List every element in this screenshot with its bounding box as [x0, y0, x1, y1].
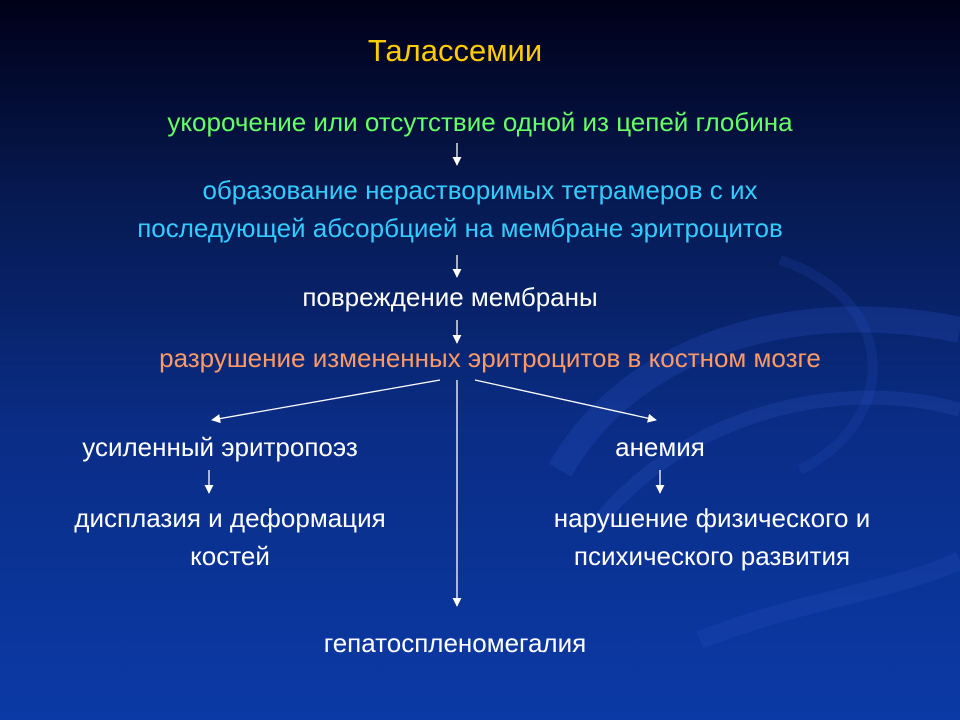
node-enhanced-erythropoiesis: усиленный эритропоэз [82, 432, 358, 462]
node-rbc-destruction: разрушение измененных эритроцитов в костном мозге [159, 343, 821, 373]
arrow-destruction-to-erythropoiesis [212, 380, 440, 420]
slide-title: Талассемии [367, 33, 543, 68]
node-bone-dysplasia-line-1: дисплазия и деформация [74, 503, 386, 533]
node-bone-dysplasia-line-2: костей [190, 541, 270, 571]
node-anemia: анемия [615, 432, 705, 462]
node-tetramer-formation-line-1: образование нерастворимых тетрамеров с их [202, 175, 758, 205]
node-tetramer-formation-line-2: последующей абсорбцией на мембране эритроцитов [137, 213, 783, 243]
node-development-impairment-line-1: нарушение физического и [553, 503, 871, 533]
node-chain-defect: укорочение или отсутствие одной из цепей глобина [167, 107, 793, 137]
arrow-destruction-to-anemia [475, 380, 656, 420]
node-hepatosplenomegaly: гепатоспленомегалия [323, 628, 587, 658]
node-development-impairment-line-2: психического развития [573, 541, 851, 571]
node-membrane-damage: повреждение мембраны [302, 282, 598, 312]
